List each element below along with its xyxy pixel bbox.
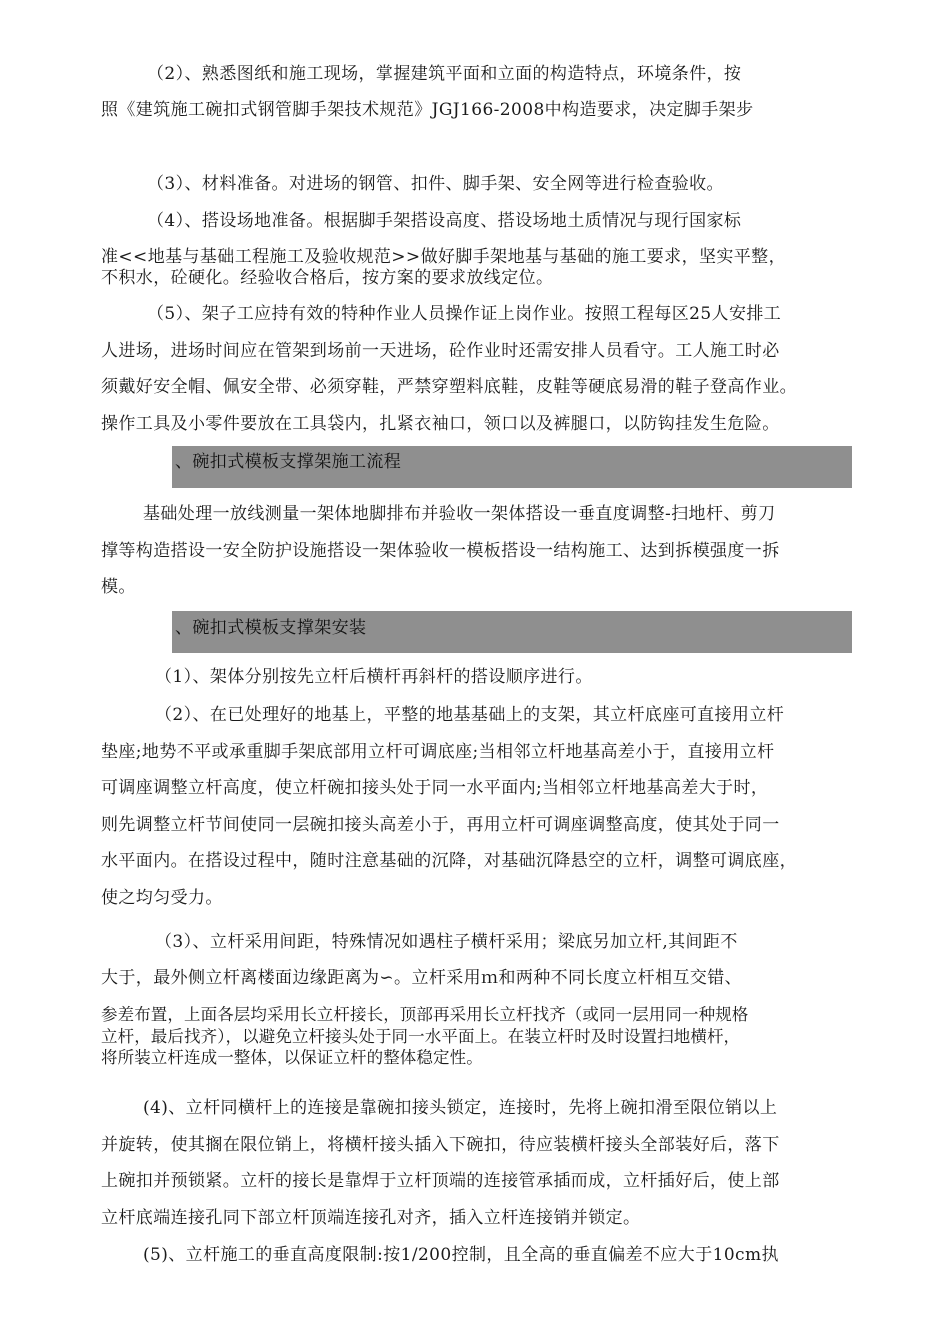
install-item-2-line-3: 可调座调整立杆高度，使立杆碗扣接头处于同一水平面内;当相邻立杆地基高差大于时， — [101, 778, 769, 798]
install-item-4-line-1: (4)、立杆同横杆上的连接是靠碗扣接头锁定，连接时，先将上碗扣滑至限位销以上 — [143, 1098, 778, 1118]
paragraph-3: （3）、材料准备。对进场的钢管、扣件、脚手架、安全网等进行检查验收。 — [147, 174, 724, 194]
paragraph-5-line-4: 操作工具及小零件要放在工具袋内，扎紧衣袖口，领口以及裤腿口，以防钩挂发生危险。 — [101, 414, 780, 434]
flow-line-1: 基础处理一放线测量一架体地脚排布并验收一架体搭设一垂直度调整-扫地杆、剪刀 — [143, 504, 776, 524]
paragraph-4-line-3: 不积水，砼硬化。经验收合格后，按方案的要求放线定位。 — [101, 268, 554, 288]
install-item-4-line-4: 立杆底端连接孔同下部立杆顶端连接孔对齐，插入立杆连接销并锁定。 — [101, 1208, 641, 1228]
install-item-3-line-3: 参差布置，上面各层均采用长立杆接长，顶部再采用长立杆找齐（或同一层用同一种规格 — [101, 1005, 749, 1024]
flow-line-2: 撑等构造搭设一安全防护设施搭设一架体验收一模板搭设一结构施工、达到拆模强度一拆 — [101, 541, 780, 561]
paragraph-5-line-2: 人进场，进场时间应在管架到场前一天进场，砼作业时还需安排人员看守。工人施工时必 — [101, 341, 780, 361]
paragraph-4-line-2: 准<<地基与基础工程施工及验收规范>>做好脚手架地基与基础的施工要求，坚实平整， — [101, 247, 786, 267]
heading-construction-flow: 、碗扣式模板支撑架施工流程 — [175, 452, 402, 472]
paragraph-2-line-1: （2）、熟悉图纸和施工现场，掌握建筑平面和立面的构造特点，环境条件，按 — [147, 64, 742, 84]
install-item-3-line-2: 大于，最外侧立杆离楼面边缘距离为∽。立杆采用ｍ和两种不同长度立杆相互交错、 — [101, 968, 743, 988]
install-item-1: （1）、架体分别按先立杆后横杆再斜杆的搭设顺序进行。 — [155, 667, 593, 687]
install-item-5-line-1: (5)、立杆施工的垂直高度限制:按1/200控制，且全高的垂直偏差不应大于10cm执 — [143, 1245, 779, 1265]
install-item-2-line-4: 则先调整立杆节间使同一层碗扣接头高差小于，再用立杆可调座调整高度，使其处于同一 — [101, 815, 780, 835]
paragraph-4-line-1: （4）、搭设场地准备。根据脚手架搭设高度、搭设场地土质情况与现行国家标 — [147, 211, 742, 231]
paragraph-5-line-1: （5）、架子工应持有效的特种作业人员操作证上岗作业。按照工程每区25人安排工 — [147, 304, 782, 324]
install-item-4-line-3: 上碗扣并预锁紧。立杆的接长是靠焊于立杆顶端的连接管承插而成，立杆插好后，使上部 — [101, 1171, 780, 1191]
install-item-3-line-5: 将所装立杆连成一整体，以保证立杆的整体稳定性。 — [101, 1048, 483, 1067]
install-item-2-line-6: 使之均匀受力。 — [101, 888, 223, 908]
flow-line-3: 模。 — [101, 577, 136, 597]
install-item-3-line-1: （3）、立杆采用间距，特殊情况如遇柱子横杆采用；梁底另加立杆,其间距不 — [155, 932, 738, 952]
install-item-2-line-2: 垫座;地势不平或承重脚手架底部用立杆可调底座;当相邻立杆地基高差小于，直接用立杆 — [101, 742, 775, 762]
install-item-3-line-4: 立杆，最后找齐），以避免立杆接头处于同一水平面上。在装立杆时及时设置扫地横杆， — [101, 1027, 741, 1046]
install-item-2-line-5: 水平面内。在搭设过程中，随时注意基础的沉降，对基础沉降悬空的立杆，调整可调底座， — [101, 851, 797, 871]
paragraph-2-line-2: 照《建筑施工碗扣式钢管脚手架技术规范》JGJ166-2008中构造要求，决定脚手架步 — [101, 100, 754, 120]
heading-installation: 、碗扣式模板支撑架安装 — [175, 618, 367, 638]
install-item-2-line-1: （2）、在已处理好的地基上，平整的地基基础上的支架，其立杆底座可直接用立杆 — [155, 705, 785, 725]
paragraph-5-line-3: 须戴好安全帽、佩安全带、必须穿鞋，严禁穿塑料底鞋，皮鞋等硬底易滑的鞋子登高作业。 — [101, 377, 797, 397]
install-item-4-line-2: 并旋转，使其搁在限位销上，将横杆接头插入下碗扣，待应装横杆接头全部装好后，落下 — [101, 1135, 780, 1155]
